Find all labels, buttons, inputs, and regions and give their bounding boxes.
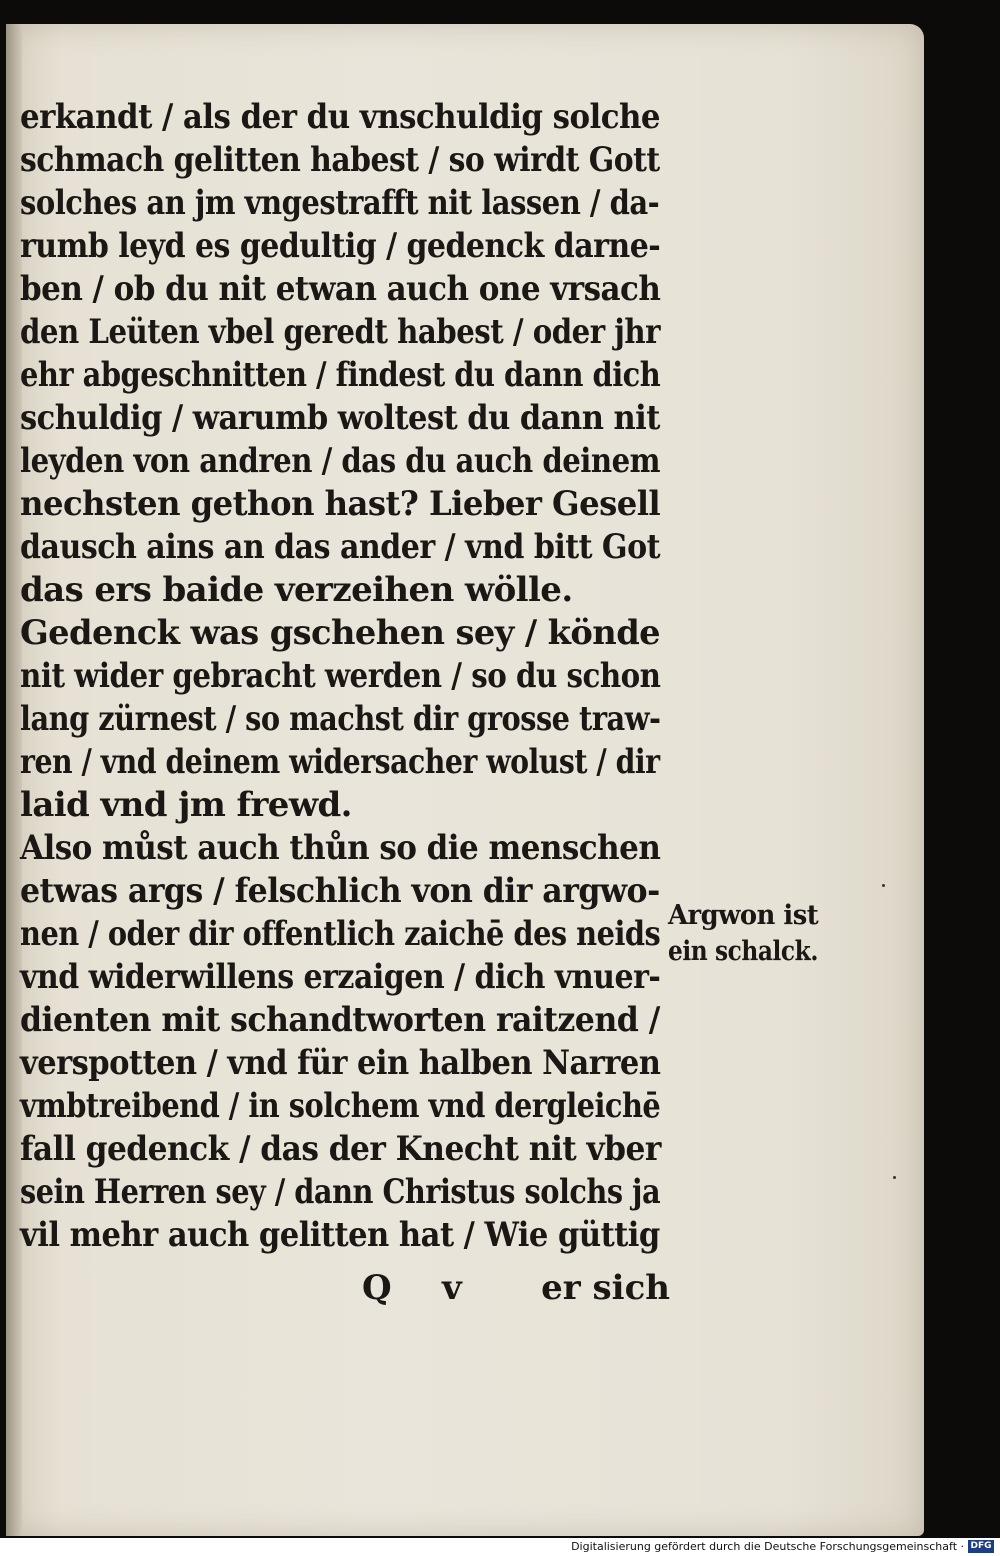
ink-speck	[882, 884, 885, 887]
dfg-logo-icon: DFG	[968, 1540, 994, 1553]
text-line: vnd widerwillens erzaigen / dich vnuer-	[20, 957, 661, 997]
text-line: dausch ains an das ander / vnd bitt Got	[20, 527, 660, 567]
text-line: sein Herren sey / dann Christus solchs ja	[20, 1172, 661, 1212]
margin-note-line: Argwon ist	[668, 900, 819, 931]
text-line: dienten mit schandtworten raitzend /	[20, 1000, 660, 1040]
text-line: lang zürnest / so machst dir grosse traw-	[20, 699, 661, 739]
catchword: er sich	[541, 1268, 670, 1308]
text-line: erkandt / als der du vnschuldig solche	[20, 97, 660, 137]
signature-mark-number: v	[442, 1268, 462, 1308]
text-line: rumb leyd es gedultig / gedenck darne-	[20, 226, 661, 266]
text-line: ren / vnd deinem widersacher wolust / dir	[20, 742, 660, 782]
text-line: schmach gelitten habest / so wirdt Gott	[20, 140, 660, 180]
margin-note-line: ein schalck.	[668, 936, 819, 967]
text-line: schuldig / warumb woltest du dann nit	[20, 398, 660, 438]
text-line: nen / oder dir offentlich zaichē des neids	[20, 914, 661, 954]
margin-note	[668, 898, 828, 970]
text-line: den Leüten vbel geredt habest / oder jhr	[20, 312, 660, 352]
text-line: das ers baide verzeihen wölle.	[20, 570, 573, 610]
text-line: ben / ob du nit etwan auch one vrsach	[20, 269, 661, 309]
text-line: vil mehr auch gelitten hat / Wie güttig	[20, 1215, 660, 1255]
text-line: verspotten / vnd für ein halben Narren	[20, 1043, 661, 1083]
text-line: fall gedenck / das der Knecht nit vber	[20, 1129, 661, 1169]
text-line: Gedenck was gschehen sey / könde	[20, 613, 661, 653]
text-line: laid vnd jm frewd.	[20, 785, 352, 825]
signature-mark: Q	[362, 1268, 392, 1308]
signature-line	[350, 1266, 670, 1310]
footer-credit: Digitalisierung gefördert durch die Deutsche Forschungsgemeinschaft ·	[571, 1540, 964, 1553]
text-line: leyden von andren / das du auch deinem	[20, 441, 661, 481]
text-line: solches an jm vngestrafft nit lassen / da-	[20, 183, 660, 223]
text-line: vmbtreibend / in solchem vnd dergleichē	[20, 1086, 661, 1126]
text-line: Also můst auch thůn so die menschen	[20, 828, 661, 868]
ink-speck	[893, 1176, 896, 1179]
text-line: etwas args / felschlich von dir argwo-	[20, 871, 660, 911]
text-line: ehr abgeschnitten / findest du dann dich	[20, 355, 661, 395]
main-text-block	[20, 96, 660, 1257]
text-line: nit wider gebracht werden / so du schon	[20, 656, 661, 696]
text-line: nechsten gethon hast? Lieber Gesell	[20, 484, 661, 524]
